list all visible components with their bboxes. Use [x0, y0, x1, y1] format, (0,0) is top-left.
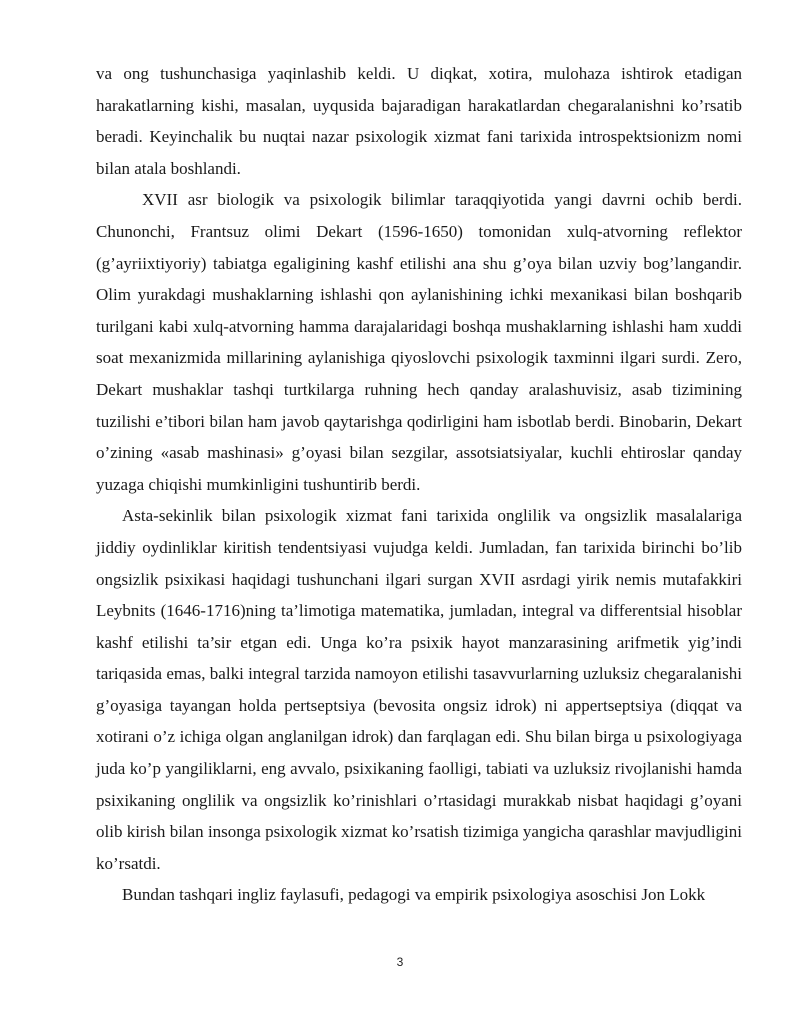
- paragraph-1: va ong tushunchasiga yaqinlashib keldi. U diqkat, xotira, mulohaza ishtirok etadigan harakatlarning kishi, masalan, uyqusida bajaradigan harakatlardan chegaralanishni ko’rsatib beradi. Keyinchalik bu nuqtai nazar psixologik xizmat fani tarixida introspektsionizm nomi bilan atala boshlandi.: [96, 64, 742, 178]
- paragraph-2: XVII asr biologik va psixologik bilimlar taraqqiyotida yangi davrni ochib berdi. Chunonchi, Frantsuz olimi Dekart (1596-1650) tomonidan xulq-atvorning reflektor (g’ayriixtiyoriy) tabiatga egaligining kashf etilishi ana shu g’oya bilan uzviy bog’langandir. Olim yurakdagi mushaklarning ishlashi qon aylanishining ichki mexanikasi bilan boshqarib turilgani kabi xulq-atvorning hamma darajalaridagi boshqa mushaklarning ishlashi ham xuddi soat mexanizmida millarining aylanishiga qiyoslovchi psixologik taxminni ilgari surdi. Zero, Dekart mushaklar tashqi turtkilarga ruhning hech qanday aralashuvisiz, asab tizimining tuzilishi e’tibori bilan ham javob qaytarishga qodirligini ham isbotlab berdi. Binobarin, Dekart o’zining «asab mashinasi» g’oyasi bilan sezgilar, assotsiatsiyalar, kuchli ehtiroslar qanday yuzaga chiqishi mumkinligini tushuntirib berdi.: [96, 190, 742, 494]
- paragraph-3: Asta-sekinlik bilan psixologik xizmat fani tarixida onglilik va ongsizlik masalalariga jiddiy oydinliklar kiritish tendentsiyasi vujudga keldi. Jumladan, fan tarixida birinchi bo’lib ongsizlik psixikasi haqidagi tushunchani ilgari surgan XVII asrdagi yirik nemis mutafakkiri Leybnits (1646-1716)ning ta’limotiga matematika, jumladan, integral va differentsial hisoblar kashf etilishi ta’sir etgan edi. Unga ko’ra psixik hayot manzarasining arifmetik yig’indi tariqasida emas, balki integral tarzida namoyon etilishi tasavvurlarning uzluksiz chegaralanishi g’oyasiga tayangan holda pertseptsiya (bevosita ongsiz idrok) ni appertseptsiya (diqqat va xotirani o’z ichiga olgan anglanilgan idrok) dan farqlagan edi. Shu bilan birga u psixologiyaga juda ko’p yangiliklarni, eng avvalo, psixikaning faolligi, tabiati va uzluksiz rivojlanishi hamda psixikaning onglilik va ongsizlik ko’rinishlari o’rtasidagi murakkab nisbat haqidagi g’oyani olib kirish bilan insonga psixologik xizmat ko’rsatish tizimiga yangicha qarashlar mavjudligini ko’rsatdi.: [96, 506, 742, 873]
- paragraph-4: Bundan tashqari ingliz faylasufi, pedagogi va empirik psixologiya asoschisi Jon Lokk: [122, 885, 706, 905]
- body-text: [96, 58, 742, 911]
- page-number: 3: [396, 955, 404, 969]
